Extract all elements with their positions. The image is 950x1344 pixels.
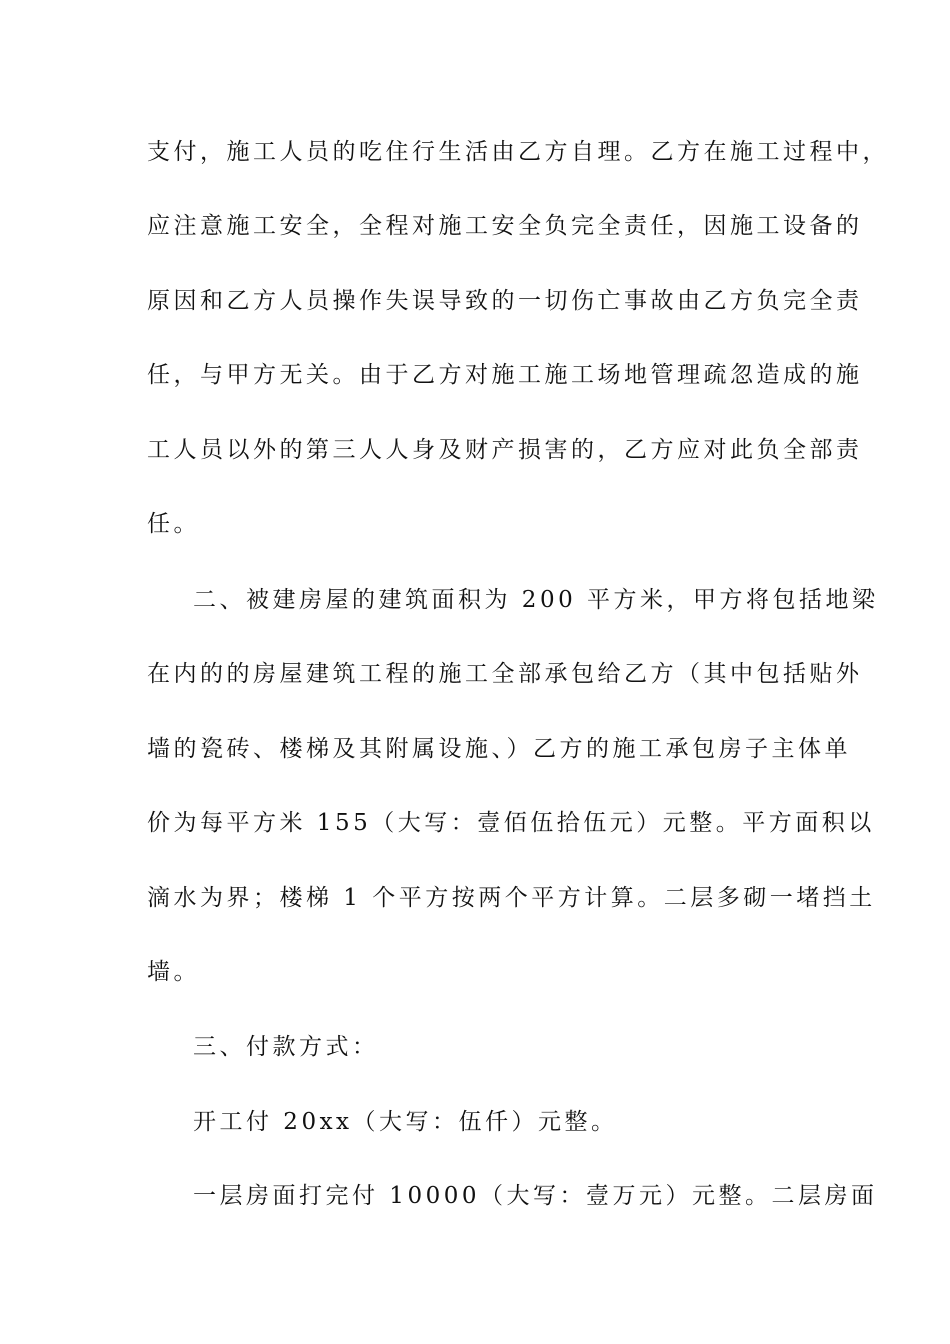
text-line: 任，与甲方无关。由于乙方对施工施工场地管理疏忽造成的施 (147, 362, 863, 388)
text-line: 滴水为界；楼梯 1 个平方按两个平方计算。二层多砌一堵挡土 (147, 885, 876, 911)
text-line: 任。 (147, 511, 200, 537)
text-line: 应注意施工安全，全程对施工安全负完全责任，因施工设备的 (147, 213, 863, 239)
text-line: 墙的瓷砖、楼梯及其附属设施、）乙方的施工承包房子主体单 (147, 736, 851, 762)
text-line: 支付，施工人员的吃住行生活由乙方自理。乙方在施工过程中， (147, 139, 889, 165)
text-line: 价为每平方米 155（大写：壹佰伍拾伍元）元整。平方面积以 (147, 810, 875, 836)
text-line: 墙。 (147, 959, 200, 985)
text-line: 在内的的房屋建筑工程的施工全部承包给乙方（其中包括贴外 (147, 661, 863, 687)
text-line: 工人员以外的第三人人身及财产损害的，乙方应对此负全部责 (147, 437, 863, 463)
text-line: 原因和乙方人员操作失误导致的一切伤亡事故由乙方负完全责 (147, 288, 863, 314)
section-3-heading: 三、付款方式： (193, 1034, 379, 1060)
payment-line-1: 开工付 20xx（大写：伍仟）元整。 (193, 1109, 618, 1135)
section-2-first-line: 二、被建房屋的建筑面积为 200 平方米，甲方将包括地梁 (193, 587, 879, 613)
payment-line-2: 一层房面打完付 10000（大写：壹万元）元整。二层房面 (193, 1183, 878, 1209)
